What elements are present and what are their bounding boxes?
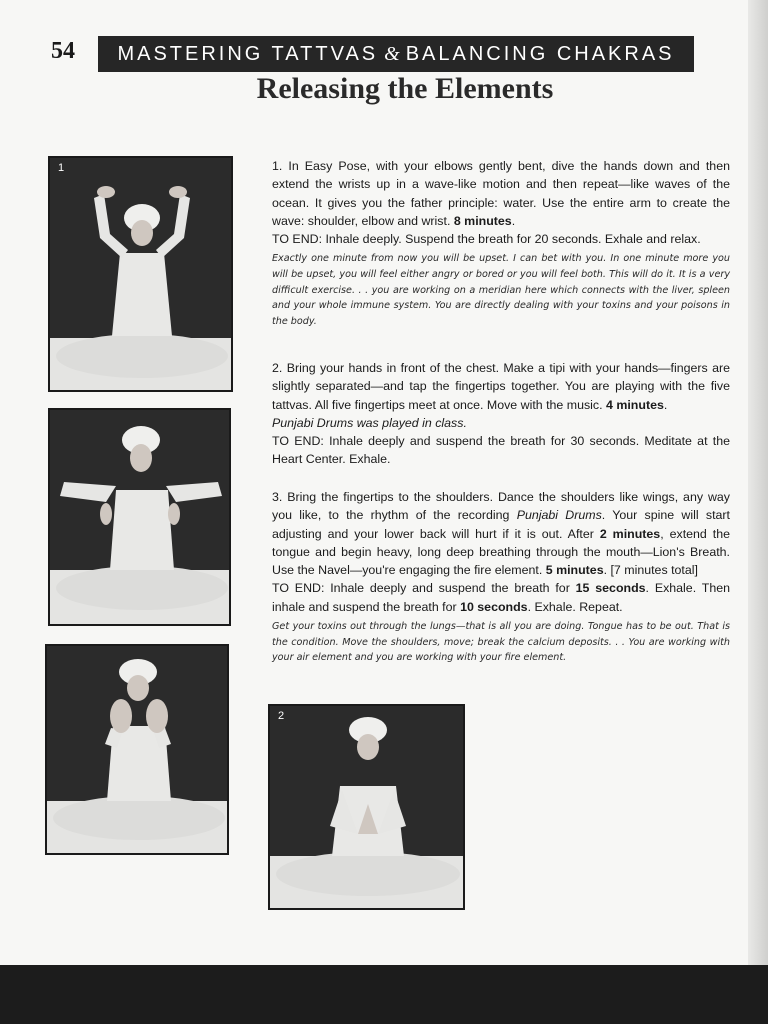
step-1-duration: 8 minutes	[453, 213, 512, 228]
step-3-text: , extend the tongue and begin heavy, long deep breathing through the mouth—Lion's Breath. Use the Navel—you're engaging the fire element.	[272, 526, 731, 578]
step-3-text: . Your spine will start adjusting and your lower back will hurt if it is out. After	[272, 508, 730, 541]
step-2-instructions	[272, 359, 730, 414]
step-1-instructions	[272, 157, 730, 230]
step-2-text: 2. Bring your hands in front of the chest. Make a tipi with your hands—fingers are slightly separated—and tap the fingertips together. You are playing with the five tattvas. All five fingertips meet at once. Move with the music.	[272, 361, 730, 412]
to-end-text: TO END: Inhale deeply and suspend the breath for	[272, 581, 576, 596]
step-3	[272, 488, 730, 666]
to-end-text: . Exhale. Then inhale and suspend the breath for	[272, 581, 730, 614]
page-title: Releasing the Elements	[256, 72, 554, 105]
step-2-duration: 4 minutes	[606, 397, 664, 412]
photo-palms-forward	[45, 644, 229, 855]
step-1-text: 1. In Easy Pose, with your elbows gently bent, dive the hands down and then extend the wrists up in a wave-like motion and then repeat—like waves of the ocean. It gives you the father principle: water. Use the entire arm to create the wave: shoulder, elbow and wrist.	[272, 159, 730, 228]
photo-number: 2	[278, 710, 285, 722]
photo-number: 1	[58, 162, 65, 174]
step-3-text: . [7 minutes total]	[603, 563, 698, 578]
page-number: 54	[51, 38, 75, 64]
photo-shoulder-dance	[48, 408, 231, 626]
music-note-text: Punjabi Drums was played in class.	[272, 415, 467, 430]
to-end-text: . Exhale. Repeat.	[527, 599, 623, 614]
punctuation: .	[663, 397, 668, 412]
section-ampersand: &	[384, 43, 400, 65]
step-3-commentary: Get your toxins out through the lungs—that is all you are doing. Tongue has to be out. That is the condition. Move the shoulders, move; break the calcium deposits. . . You are working with your air element and you are working with your fire element.	[272, 621, 730, 664]
step-1-commentary: Exactly one minute from now you will be upset. I can bet with you. In one minute more you will be upset, you will feel either angry or bored or you will feel both. This will do it. It is a very difficult exercise. . . you are working on a meridian here which connects with the liver, spleen and your whole immune system. You are directly dealing with your toxins and your poisons in the body.	[272, 253, 730, 327]
figure-illustration	[47, 646, 229, 855]
section-title-part1: MASTERING TATTVAS	[117, 43, 379, 65]
music-title: Punjabi Drums	[516, 508, 602, 523]
section-title-part2: BALANCING CHAKRAS	[405, 43, 675, 65]
breath-hold-duration: 10 seconds	[460, 599, 528, 614]
step-3-duration: 2 minutes	[599, 526, 661, 541]
step-1-to-end: TO END: Inhale deeply. Suspend the breath for 20 seconds. Exhale and relax.	[272, 232, 701, 247]
figure-illustration	[270, 706, 465, 910]
step-3-duration: 5 minutes	[545, 563, 604, 578]
step-3-instructions	[272, 488, 730, 579]
section-banner	[98, 36, 694, 72]
step-2-music-note	[272, 414, 730, 432]
photo-wave-arms	[48, 156, 233, 392]
figure-illustration	[50, 410, 231, 626]
punctuation: .	[511, 213, 516, 228]
step-2-to-end: TO END: Inhale deeply and suspend the breath for 30 seconds. Meditate at the Heart Center. Exhale.	[272, 434, 730, 467]
breath-hold-duration: 15 seconds	[575, 581, 646, 596]
photo-tipi-hands	[268, 704, 465, 910]
figure-illustration	[50, 158, 233, 392]
step-2	[272, 359, 730, 469]
step-3-to-end	[272, 579, 730, 616]
step-1	[272, 157, 730, 329]
step-3-text: 3. Bring the fingertips to the shoulders. Dance the shoulders like wings, any way you like, to the rhythm of the recording	[272, 490, 730, 523]
page-edge	[748, 0, 768, 965]
